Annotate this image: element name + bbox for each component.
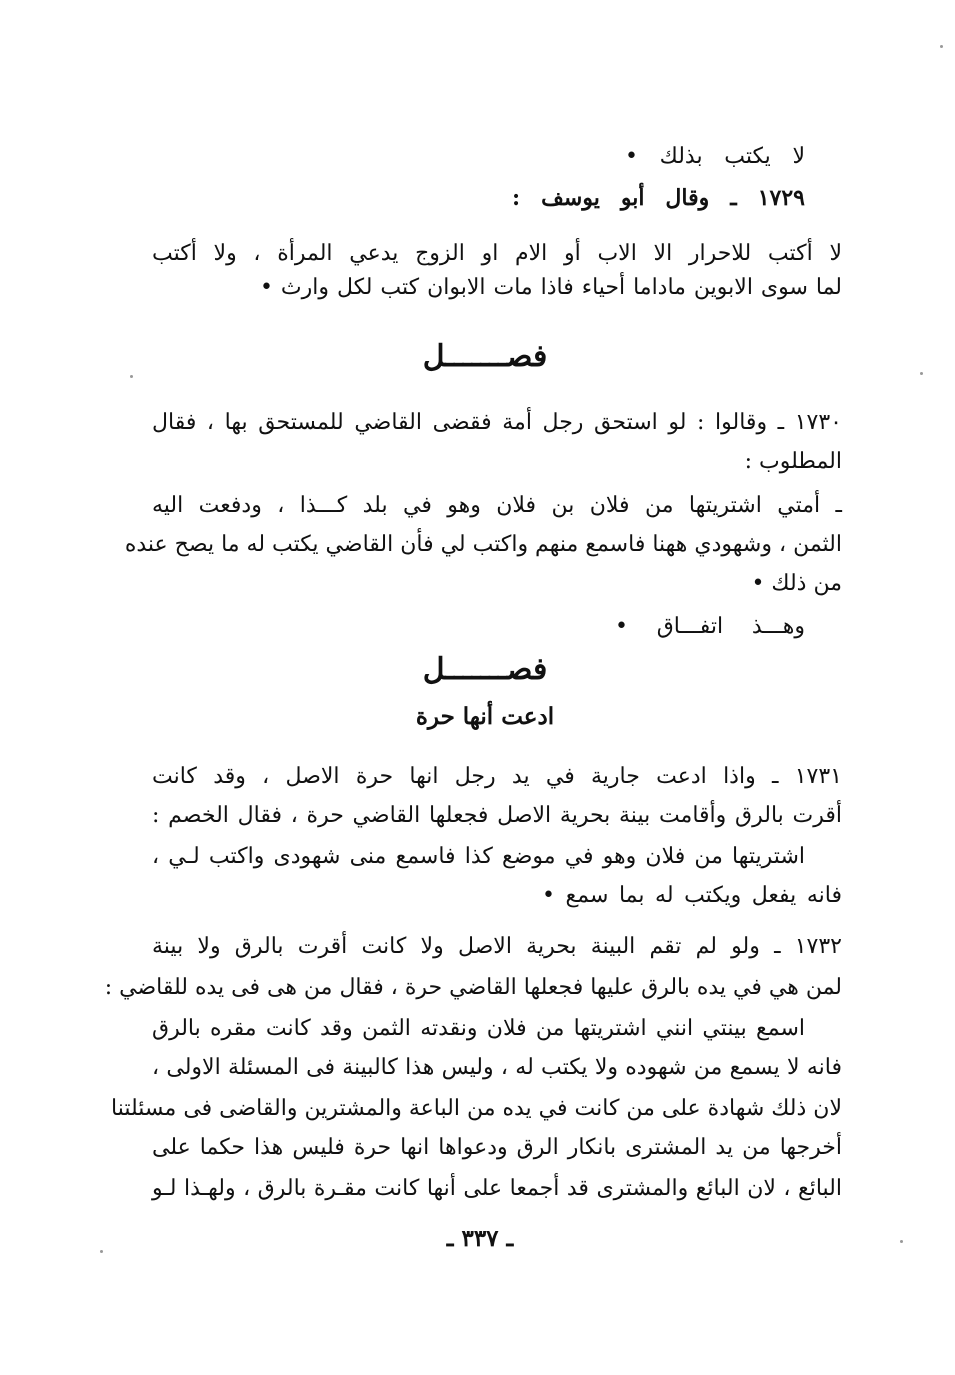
- text-line-8: الثمن ، وشهودي ههنا فاسمع منهم واكتب لي فأن القاضي يكتب له ما يصح عنده: [124, 532, 842, 557]
- text-line-16: لمن هي في يده بالرق عليها فجعلها القاضي حرة ، فقال من هى فى يده للقاضي :: [104, 975, 842, 1000]
- text-line-5: ١٧٣٠ ـ وقالوا : لو استحق رجل أمة فقضى القاضي للمستحق بها ، فقال: [152, 410, 842, 435]
- section-heading-fasl: فصـــــــل: [422, 339, 548, 374]
- text-line-1: لا يكتب بذلك •: [625, 144, 805, 169]
- text-line-18: فانه لا يسمع من شهوده ولا يكتب له ، وليس هذا كالبينة فى المسئلة الاولى ،: [152, 1055, 842, 1080]
- scan-speck: [900, 1240, 903, 1243]
- text-line-17: اسمع بينتي انني اشتريتها من فلان ونقدته الثمن وقد كانت مقره بالرق: [152, 1016, 805, 1041]
- text-line-15: ١٧٣٢ ـ ولو لم تقم البينة بحرية الاصل ولا كانت أقرت بالرق ولا بينة: [152, 934, 842, 959]
- page-number: ـ ٣٣٧ ـ: [446, 1225, 514, 1252]
- text-line-7: ـ أمتي اشتريتها من فلان بن فلان وهو في بلد كـــذا ، ودفعت اليه: [152, 493, 842, 518]
- text-line-13: اشتريتها من فلان وهو في موضع كذا فاسمع منى شهودى واكتب لـي ،: [152, 844, 805, 869]
- scan-speck: [100, 1250, 103, 1253]
- text-line-3: لا أكتب للاحرار الا الاب أو الام او الزوج يدعي المرأة ، ولا أكتب: [152, 241, 842, 266]
- scan-speck: [920, 372, 923, 375]
- section-subheading: ادعت أنها حرة: [415, 703, 555, 730]
- text-line-20: أخرجها من يد المشترى بانكار الرق ودعواها انها حرة فليس هذا حكما على: [152, 1135, 842, 1160]
- text-line-14: فانه يفعل ويكتب له بما سمع •: [542, 883, 842, 908]
- text-line-10: وهـــذ اتفـــاق •: [615, 614, 805, 639]
- scan-speck: [940, 45, 943, 48]
- text-line-2: ١٧٢٩ ـ وقال أبو يوسف :: [512, 185, 805, 211]
- section-heading-fasl-2: فصـــــــل: [422, 652, 548, 687]
- text-line-9: من ذلك •: [751, 571, 842, 596]
- text-line-19: لان ذلك شهادة على من كانت في يده من الباعة والمشترين والقاضى فى مسئلتنا: [111, 1096, 842, 1121]
- text-line-4: لما سوى الابوين ماداما أحياء فاذا مات الابوان كتب لكل وارث •: [260, 275, 842, 300]
- text-line-12: أقرت بالرق وأقامت بينة بحرية الاصل فجعلها القاضي حرة ، فقال الخصم :: [152, 803, 842, 828]
- text-line-21: البائع ، لان البائع والمشترى قد أجمعا على أنها كانت مقـرة بالرق ، ولهـذا لـو: [152, 1176, 842, 1201]
- text-line-6: المطلوب :: [744, 449, 842, 474]
- scan-speck: [130, 375, 133, 378]
- text-line-11: ١٧٣١ ـ واذا ادعت جارية في يد رجل انها حرة الاصل ، وقد كانت: [152, 764, 842, 789]
